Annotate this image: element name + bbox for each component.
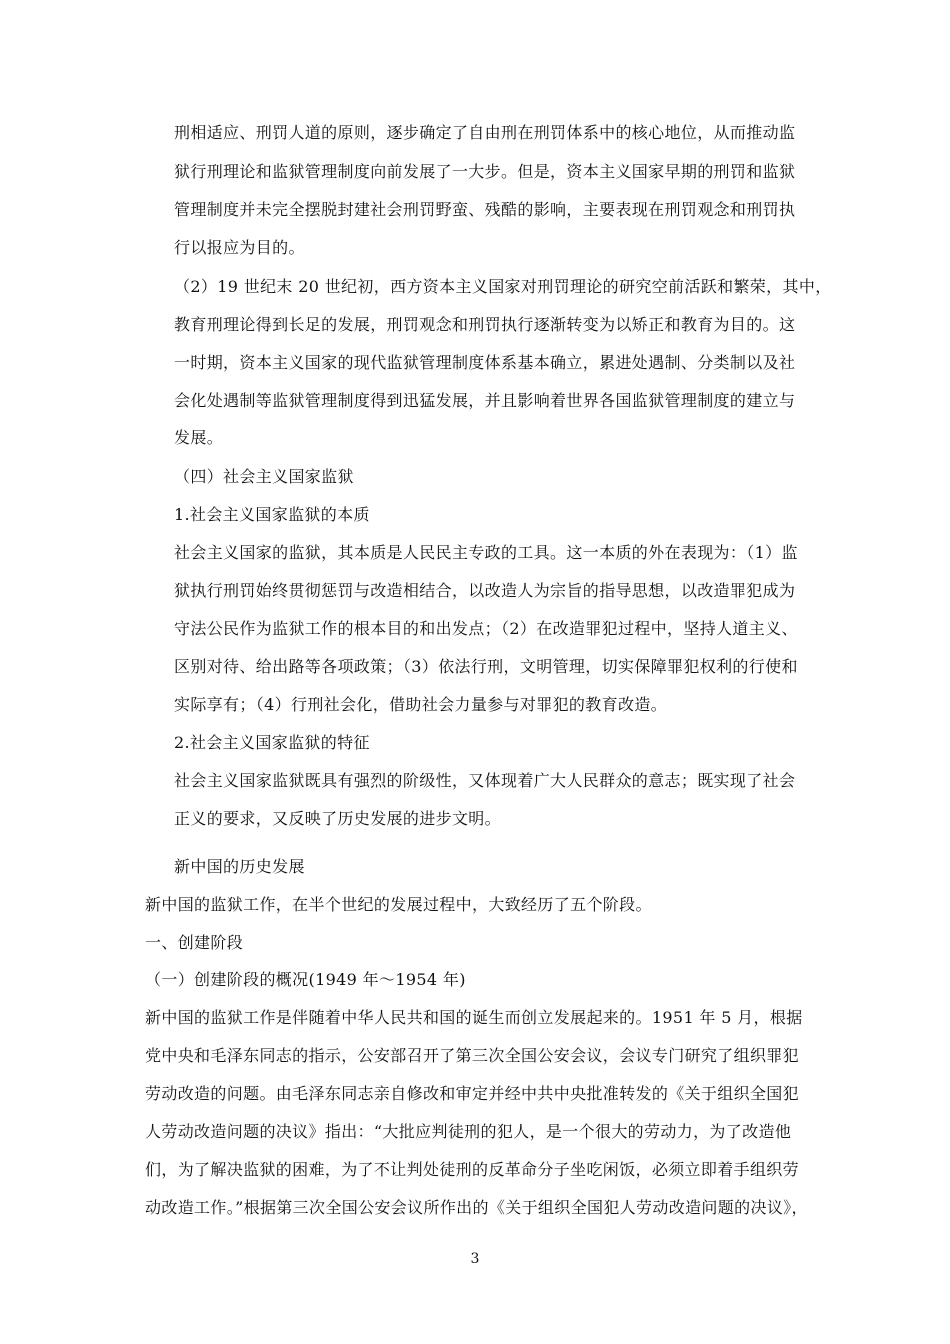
text-line: 新中国的监狱工作是伴随着中华人民共和国的诞生而创立发展起来的。1951 年 5 月，根据 xyxy=(145,1008,803,1027)
subsection-heading: 2.社会主义国家监狱的特征 xyxy=(174,733,370,752)
text-line: （2）19 世纪末 20 世纪初，西方资本主义国家对刑罚理论的研究空前活跃和繁荣，其中， xyxy=(174,277,832,296)
text-line: 社会主义国家的监狱，其本质是人民民主专政的工具。这一本质的外在表现为：（1）监 xyxy=(174,543,798,562)
text-line: 会化处遇制等监狱管理制度得到迅猛发展，并且影响着世界各国监狱管理制度的建立与 xyxy=(174,391,796,410)
text-line: 行以报应为目的。 xyxy=(174,238,305,257)
section-heading: （四）社会主义国家监狱 xyxy=(174,467,354,486)
text-line: 新中国的监狱工作，在半个世纪的发展过程中，大致经历了五个阶段。 xyxy=(145,895,652,914)
text-line: 实际享有；（4）行刑社会化，借助社会力量参与对罪犯的教育改造。 xyxy=(174,695,668,714)
text-line: 狱执行刑罚始终贯彻惩罚与改造相结合，以改造人为宗旨的指导思想，以改造罪犯成为 xyxy=(174,581,796,600)
section-heading: 一、创建阶段 xyxy=(145,933,244,952)
text-line: 党中央和毛泽东同志的指示，公安部召开了第三次全国公安会议，会议专门研究了组织罪犯 xyxy=(145,1046,800,1065)
chapter-heading: 新中国的历史发展 xyxy=(174,857,305,876)
text-line: 动改造工作。”根据第三次全国公安会议所作出的《关于组织全国犯人劳动改造问题的决议》， xyxy=(145,1198,808,1217)
text-line: 狱行刑理论和监狱管理制度向前发展了一大步。但是，资本主义国家早期的刑罚和监狱 xyxy=(174,162,796,181)
text-line: 一时期，资本主义国家的现代监狱管理制度体系基本确立，累进处遇制、分类制以及社 xyxy=(174,353,796,372)
text-line: 管理制度并未完全摆脱封建社会刑罚野蛮、残酷的影响，主要表现在刑罚观念和刑罚执 xyxy=(174,200,796,219)
subsection-heading: （一）创建阶段的概况(1949 年～1954 年) xyxy=(145,970,466,989)
subsection-heading: 1.社会主义国家监狱的本质 xyxy=(174,505,370,524)
text-line: 正义的要求，又反映了历史发展的进步文明。 xyxy=(174,809,502,828)
text-line: 人劳动改造问题的决议》指出：“大批应判徒刑的犯人，是一个很大的劳动力，为了改造他 xyxy=(145,1122,792,1141)
text-line: 们，为了解决监狱的困难，为了不让判处徒刑的反革命分子坐吃闲饭，必须立即着手组织劳 xyxy=(145,1160,800,1179)
text-line: 劳动改造的问题。由毛泽东同志亲自修改和审定并经中共中央批准转发的《关于组织全国犯 xyxy=(145,1084,800,1103)
text-line: 刑相适应、刑罚人道的原则，逐步确定了自由刑在刑罚体系中的核心地位，从而推动监 xyxy=(174,123,796,142)
page-number: 3 xyxy=(470,1251,480,1267)
text-line: 区别对待、给出路等各项政策；（3）依法行刑，文明管理，切实保障罪犯权利的行使和 xyxy=(174,657,798,676)
text-line: 社会主义国家监狱既具有强烈的阶级性，又体现着广大人民群众的意志；既实现了社会 xyxy=(174,771,796,790)
text-line: 守法公民作为监狱工作的根本目的和出发点；（2）在改造罪犯过程中，坚持人道主义、 xyxy=(174,619,798,638)
text-line: 教育刑理论得到长足的发展，刑罚观念和刑罚执行逐渐转变为以矫正和教育为目的。这 xyxy=(174,315,796,334)
text-line: 发展。 xyxy=(174,428,224,447)
